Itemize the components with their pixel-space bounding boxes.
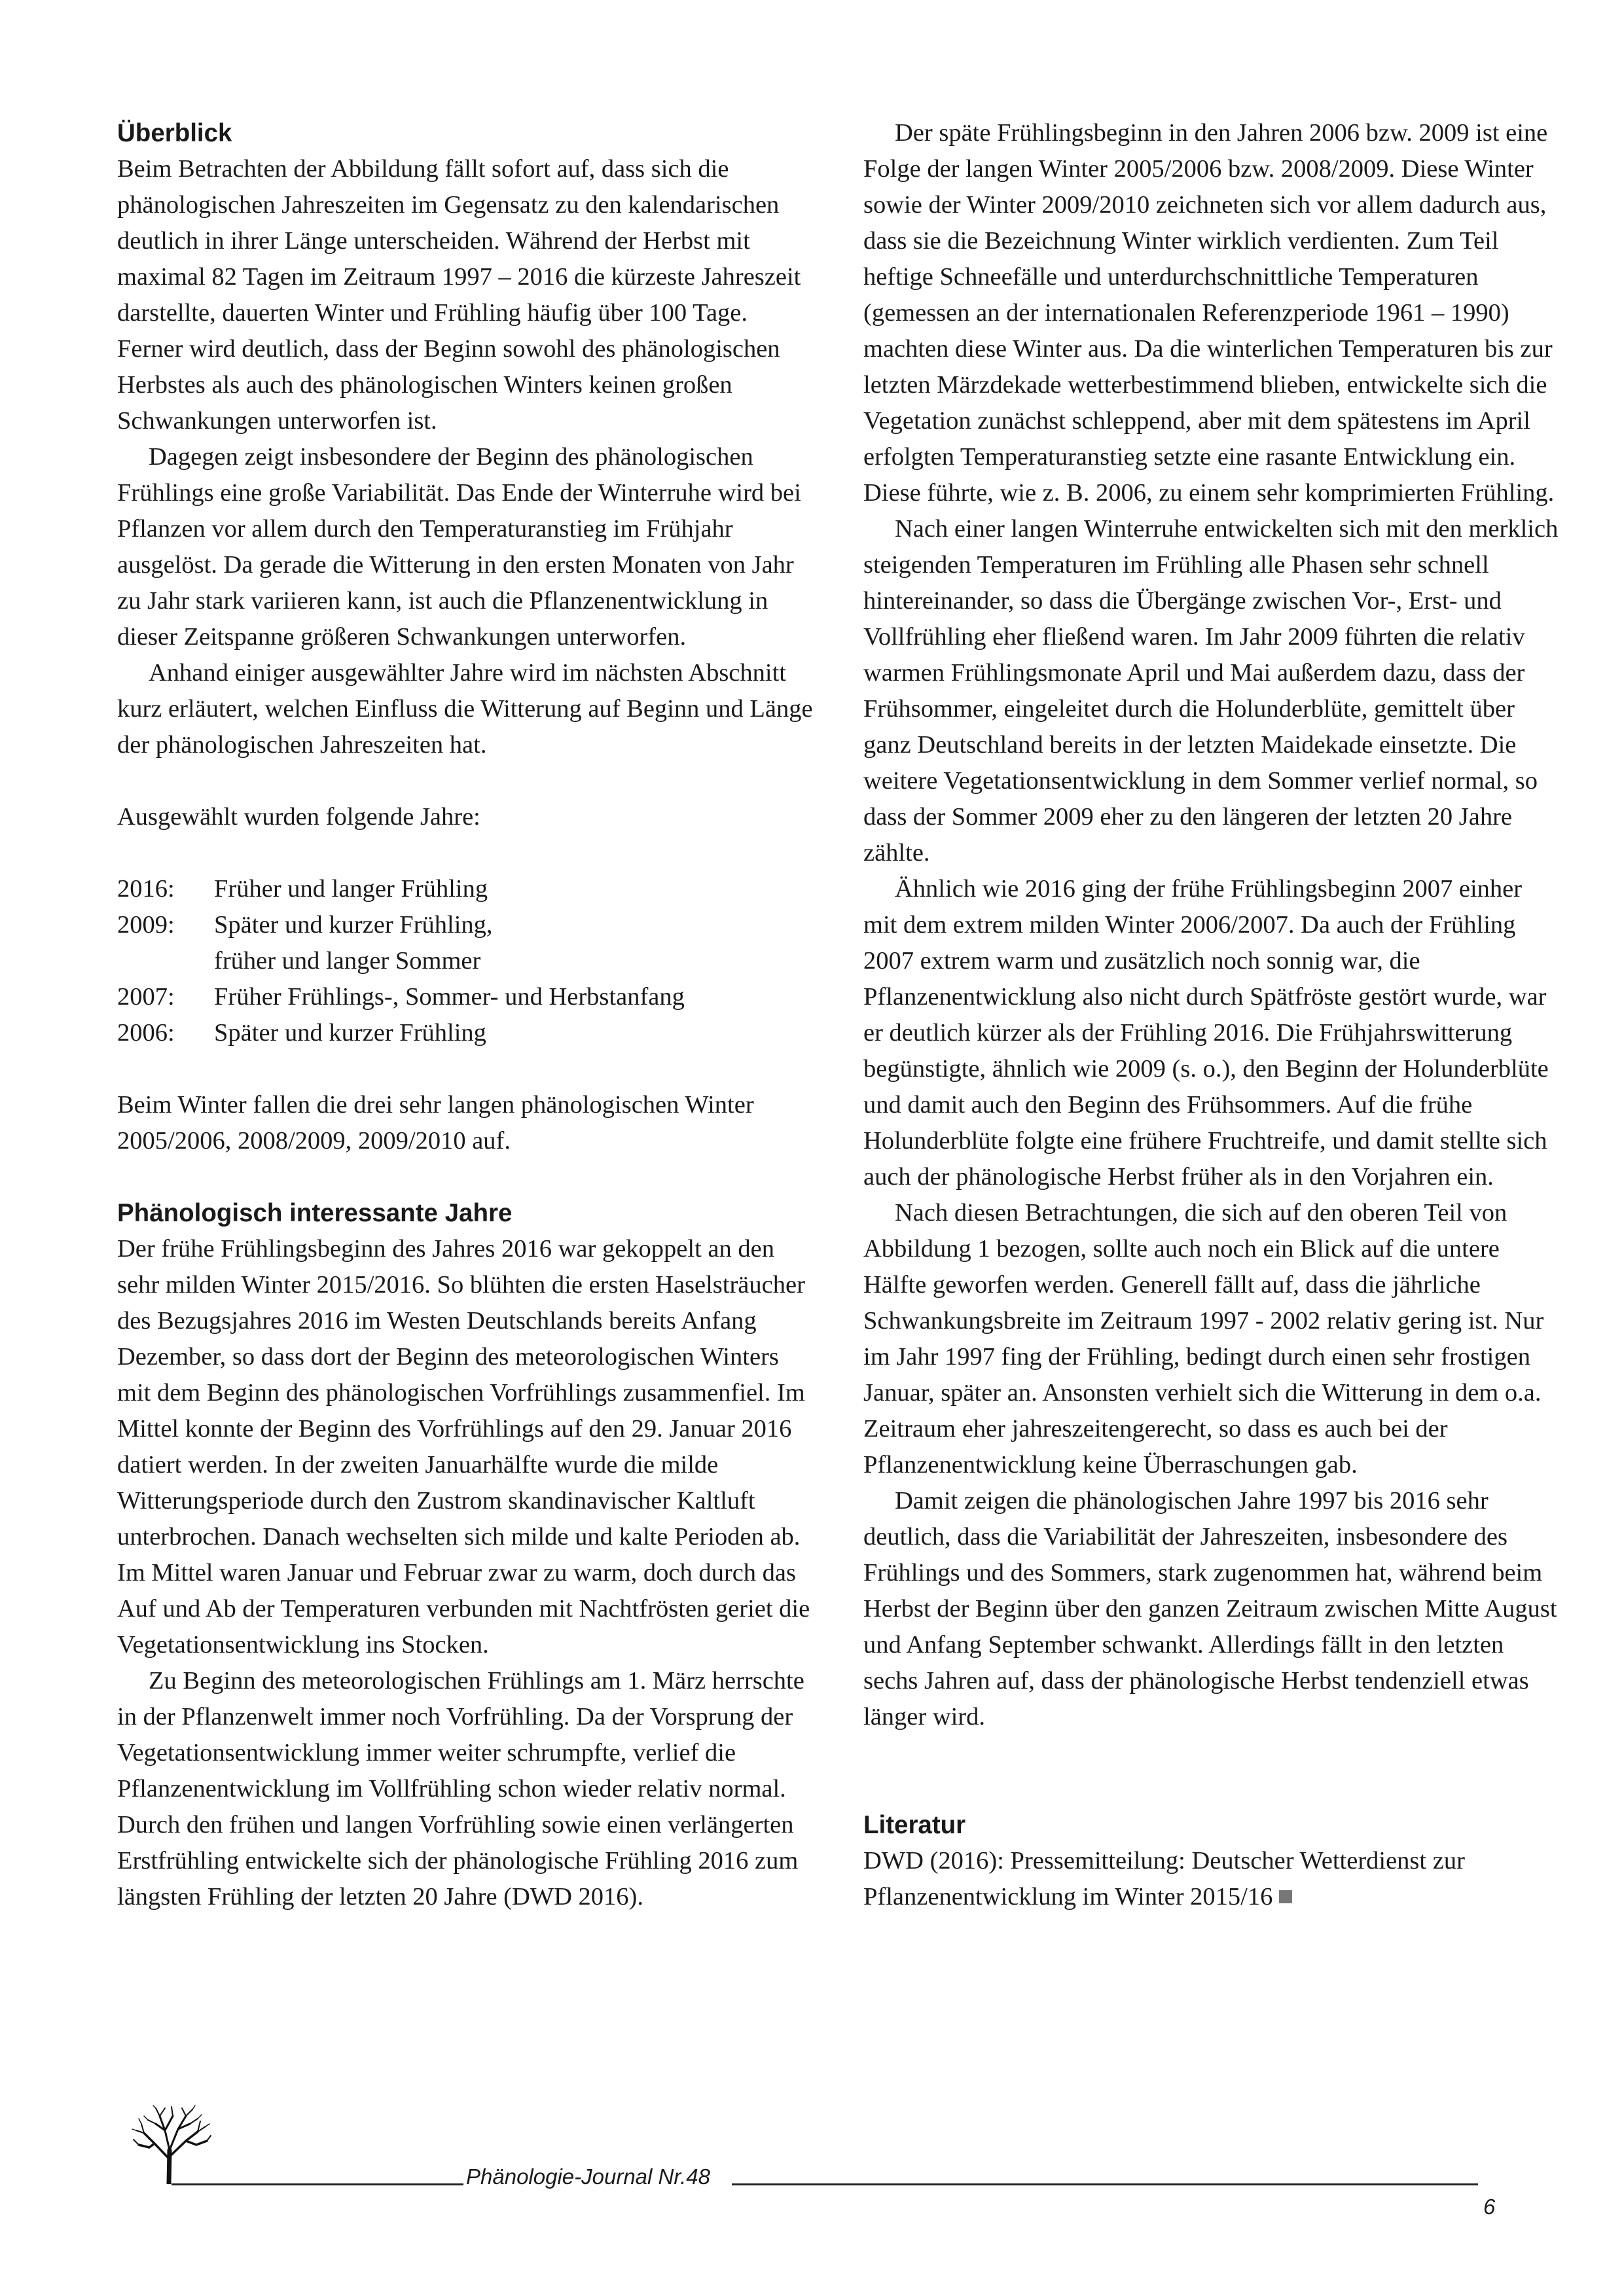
- page-number: 6: [1483, 2195, 1496, 2219]
- interesting-paragraph-1: Der frühe Frühlingsbeginn des Jahres 2016 war gekoppelt an den sehr milden Winter 2015/2016. So blühten die ersten Haselsträucher des Bezugsjahres 2016 im Westen Deutschlands bereits Anfang Dezember, so dass dort der Beginn des meteorologischen Winters mit dem Beginn des phänologischen Vorfrühlings zusammenfiel. Im Mittel konnte der Beginn des Vorfrühlings auf den 29. Januar 2016 datiert werden. In der zweiten Januarhälfte wurde die milde Witterungsperiode durch den Zustrom skandinavischer Kaltluft unterbrochen. Danach wechselten sich milde und kalte Perioden ab. Im Mittel waren Januar und Februar zwar zu warm, doch durch das Auf und Ab der Temperaturen verbunden mit Nachtfrösten geriet die Vegetationsentwicklung ins Stocken.: [117, 1235, 810, 1659]
- right-paragraph-4: Nach diesen Betrachtungen, die sich auf den oberen Teil von Abbildung 1 bezogen, sollte auch noch ein Blick auf die untere Hälfte geworfen werden. Generell fällt auf, dass die jährliche Schwankungsbreite im Zeitraum 1997 - 2002 relativ gering ist. Nur im Jahr 1997 fing der Frühling, bedingt durch einen sehr frostigen Januar, später an. Ansonsten verhielt sich die Witterung in dem o.a. Zeitraum eher jahreszeitengerecht, so dass es auch bei der Pflanzenentwicklung keine Überraschungen gab.: [863, 1199, 1544, 1479]
- left-column: [117, 115, 814, 1915]
- section-heading-interesting-years: Phänologisch interessante Jahre: [117, 1199, 513, 1227]
- interesting-paragraph-2: Zu Beginn des meteorologischen Frühlings am 1. März herrschte in der Pflanzenwelt immer noch Vorfrühling. Da der Vorsprung der Vegetationsentwicklung immer weiter schrumpfte, verlief die Pflanzenentwicklung im Vollfrühling schon wieder relativ normal. Durch den frühen und langen Vorfrühling sowie einen verlängerten Erstfrühling entwickelte sich der phänologische Frühling 2016 zum längsten Frühling der letzten 20 Jahre (DWD 2016).: [117, 1667, 804, 1910]
- selected-year-item: [117, 979, 814, 1015]
- selected-years-intro: Ausgewählt wurden folgende Jahre:: [117, 803, 480, 831]
- year-description: Später und kurzer Frühling,: [214, 911, 493, 939]
- year-description: Früher Frühlings-, Sommer- und Herbstanfang: [214, 983, 685, 1011]
- year-description: Später und kurzer Frühling: [214, 1019, 486, 1047]
- selected-years-list: [117, 871, 814, 1051]
- footer-journal-title: Phänologie-Journal Nr.48: [466, 2164, 711, 2189]
- selected-year-item: [117, 871, 814, 907]
- selected-year-item: [117, 907, 814, 943]
- section-heading-literatur: Literatur: [863, 1811, 966, 1839]
- ueberblick-paragraph-1: Beim Betrachten der Abbildung fällt sofort auf, dass sich die phänologischen Jahreszeiten im Gegensatz zu den kalendarischen deutlich in ihrer Länge unterscheiden. Während der Herbst mit maximal 82 Tagen im Zeitraum 1997 – 2016 die kürzeste Jahreszeit darstellte, dauerten Winter und Frühling häufig über 100 Tage. Ferner wird deutlich, dass der Beginn sowohl des phänologischen Herbstes als auch des phänologischen Winters keinen großen Schwankungen unterworfen ist.: [117, 155, 801, 435]
- footer-rule-right: [732, 2183, 1478, 2185]
- year-label: 2009:: [117, 911, 175, 939]
- winter-note: Beim Winter fallen die drei sehr langen phänologischen Winter 2005/2006, 2008/2009, 2009/2010 auf.: [117, 1091, 754, 1155]
- year-label: 2016:: [117, 875, 175, 903]
- section-heading-ueberblick: Überblick: [117, 119, 232, 147]
- footer-rule-left: [171, 2183, 463, 2185]
- year-description: Früher und langer Frühling: [214, 875, 488, 903]
- right-paragraph-2: Nach einer langen Winterruhe entwickelten sich mit den merklich steigenden Temperaturen im Frühling alle Phasen sehr schnell hintereinander, so dass die Übergänge zwischen Vor-, Erst- und Vollfrühling eher fließend waren. Im Jahr 2009 führten die relativ warmen Frühlingsmonate April und Mai außerdem dazu, dass der Frühsommer, eingeleitet durch die Holunderblüte, gemittelt über ganz Deutschland bereits in der letzten Maidekade einsetzte. Die weitere Vegetationsentwicklung in dem Sommer verlief normal, so dass der Sommer 2009 eher zu den längeren der letzten 20 Jahre zählte.: [863, 515, 1559, 867]
- ueberblick-paragraph-2: Dagegen zeigt insbesondere der Beginn des phänologischen Frühlings eine große Variabilität. Das Ende der Winterruhe wird bei Pflanzen vor allem durch den Temperaturanstieg im Frühjahr ausgelöst. Da gerade die Witterung in den ersten Monaten von Jahr zu Jahr stark variieren kann, ist auch die Pflanzenentwicklung in dieser Zeitspanne größeren Schwankungen unterworfen.: [117, 443, 801, 651]
- year-description: früher und langer Sommer: [214, 947, 481, 975]
- year-label: 2006:: [117, 1019, 175, 1047]
- year-label: 2007:: [117, 983, 175, 1011]
- ueberblick-paragraph-3: Anhand einiger ausgewählter Jahre wird im nächsten Abschnitt kurz erläutert, welchen Einfluss die Witterung auf Beginn und Länge der phänologischen Jahreszeiten hat.: [117, 659, 813, 759]
- year-label: [117, 943, 214, 979]
- right-paragraph-1: Der späte Frühlingsbeginn in den Jahren 2006 bzw. 2009 ist eine Folge der langen Winter 2005/2006 bzw. 2008/2009. Diese Winter sowie der Winter 2009/2010 zeichneten sich vor allem dadurch aus, dass sie die Bezeichnung Winter wirklich verdienten. Zum Teil heftige Schneefälle und unterdurchschnittliche Temperaturen (gemessen an der internationalen Referenzperiode 1961 – 1990) machten diese Winter aus. Da die winterlichen Temperaturen bis zur letzten Märzdekade wetterbestimmend blieben, entwickelte sich die Vegetation zunächst schleppend, aber mit dem spätestens im April erfolgten Temperaturanstieg setzte eine rasante Entwicklung ein. Diese führte, wie z. B. 2006, zu einem sehr komprimierten Frühling.: [863, 119, 1555, 507]
- selected-year-item: [117, 1015, 814, 1051]
- end-of-article-mark: [1279, 1890, 1292, 1903]
- right-column: [863, 115, 1561, 1915]
- selected-year-item: [117, 943, 814, 979]
- right-paragraph-5: Damit zeigen die phänologischen Jahre 1997 bis 2016 sehr deutlich, dass die Variabilität der Jahreszeiten, insbesondere des Frühlings und des Sommers, stark zugenommen hat, während beim Herbst der Beginn über den ganzen Zeitraum zwischen Mitte August und Anfang September schwankt. Allerdings fällt in den letzten sechs Jahren auf, dass der phänologische Herbst tendenziell etwas länger wird.: [863, 1487, 1557, 1731]
- tree-icon: [130, 2104, 213, 2184]
- literatur-reference-text: DWD (2016): Pressemitteilung: Deutscher Wetterdienst zur Pflanzenentwicklung im Winter 2015/16: [863, 1847, 1465, 1910]
- literatur-reference: [863, 1843, 1561, 1915]
- right-paragraph-3: Ähnlich wie 2016 ging der frühe Frühlingsbeginn 2007 einher mit dem extrem milden Winter 2006/2007. Da auch der Frühling 2007 extrem warm und zusätzlich noch sonnig war, die Pflanzenentwicklung also nicht durch Spätfröste gestört wurde, war er deutlich kürzer als der Frühling 2016. Die Frühjahrswitterung begünstigte, ähnlich wie 2009 (s. o.), den Beginn der Holunderblüte und damit auch den Beginn des Frühsommers. Auf die frühe Holunderblüte folgte eine frühere Fruchtreife, und damit stellte sich auch der phänologische Herbst früher als in den Vorjahren ein.: [863, 875, 1549, 1191]
